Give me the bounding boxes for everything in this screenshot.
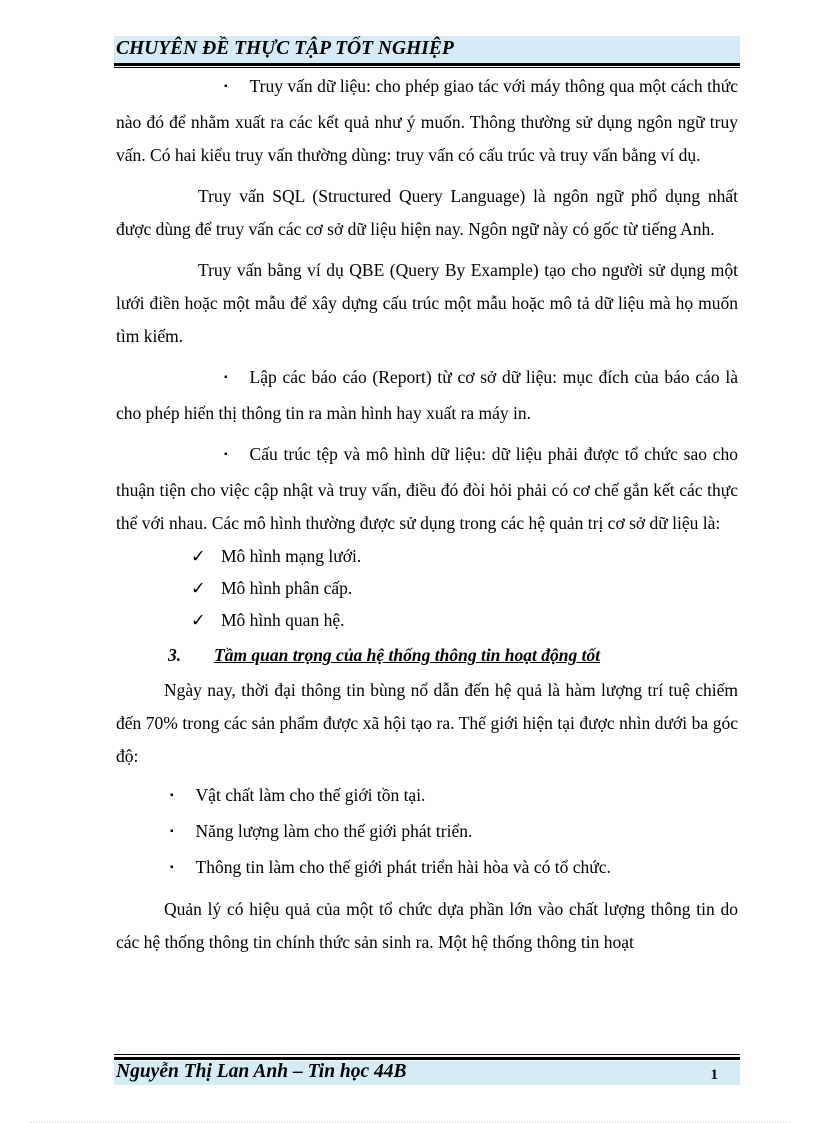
- footer-rule-thin: [114, 1054, 740, 1055]
- list-item: ✓ Mô hình phân cấp.: [116, 572, 738, 604]
- section-number: 3.: [168, 645, 182, 665]
- check-icon: ✓: [191, 578, 206, 598]
- bullet-icon: ▪: [224, 81, 228, 92]
- paragraph-era: Ngày nay, thời đại thông tin bùng nổ dẫn đến hệ quả là hàm lượng trí tuệ chiếm đến 70% trong các sản phẩm được xã hội tạo ra. Thế giới hiện tại được nhìn dưới ba góc độ:: [116, 680, 738, 766]
- page-number: 1: [710, 1067, 718, 1083]
- header-title: CHUYÊN ĐỀ THỰC TẬP TỐT NGHIỆP: [116, 38, 454, 59]
- footer-rule-thick: [114, 1057, 740, 1060]
- list-item: ▪ Vật chất làm cho thế giới tồn tại.: [116, 779, 738, 815]
- list-item: ✓ Mô hình quan hệ.: [116, 604, 738, 636]
- check-icon: ✓: [191, 610, 206, 630]
- paragraph-structure: ▪ Cấu trúc tệp và mô hình dữ liệu: dữ liệu phải được tổ chức sao cho thuận tiện cho việc cập nhật và truy vấn, điều đó đòi hỏi phải có cơ chế gắn kết các thực thể với nhau. Các mô hình thường được sử dụng trong các hệ quản trị cơ sở dữ liệu là:: [116, 438, 738, 540]
- paragraph-management: Quản lý có hiệu quả của một tổ chức dựa phần lớn vào chất lượng thông tin do các hệ thống thông tin chính thức sản sinh ra. Một hệ thống thông tin hoạt: [116, 899, 738, 952]
- check-icon: ✓: [191, 546, 206, 566]
- bullet-icon: ▪: [170, 790, 174, 801]
- bullet-icon: ▪: [170, 826, 174, 837]
- bullet-icon: ▪: [224, 449, 228, 460]
- document-body: [116, 70, 738, 959]
- bullet-icon: ▪: [224, 372, 228, 383]
- paragraph-qbe: Truy vấn bằng ví dụ QBE (Query By Example) tạo cho người sử dụng một lưới điền hoặc một mẫu để xây dựng cấu trúc một mẫu hoặc mô tả dữ liệu mà họ muốn tìm kiếm.: [116, 260, 738, 346]
- bullet-icon: ▪: [170, 862, 174, 873]
- page-footer: [114, 1061, 740, 1085]
- list-item: ▪ Thông tin làm cho thế giới phát triển hài hòa và có tổ chức.: [116, 851, 738, 887]
- paragraph-query: ▪ Truy vấn dữ liệu: cho phép giao tác với máy thông qua một cách thức nào đó để nhằm xuất ra các kết quả như ý muốn. Thông thường sử dụng ngôn ngữ truy vấn. Có hai kiểu truy vấn thường dùng: truy vấn có cấu trúc và truy vấn bằng ví dụ.: [116, 70, 738, 172]
- header-rule-thick: [114, 63, 740, 66]
- aspects-list: [116, 779, 738, 887]
- paragraph-sql: Truy vấn SQL (Structured Query Language) là ngôn ngữ phổ dụng nhất được dùng để truy vấn các cơ sở dữ liệu hiện nay. Ngôn ngữ này có gốc từ tiếng Anh.: [116, 186, 738, 239]
- paragraph-report: ▪ Lập các báo cáo (Report) từ cơ sở dữ liệu: mục đích của báo cáo là cho phép hiển thị thông tin ra màn hình hay xuất ra máy in.: [116, 361, 738, 430]
- footer-author: Nguyễn Thị Lan Anh – Tin học 44B: [116, 1061, 407, 1082]
- list-item: ✓ Mô hình mạng lưới.: [116, 540, 738, 572]
- models-list: [116, 540, 738, 636]
- header-rule-thin: [114, 67, 740, 68]
- list-item: ▪ Năng lượng làm cho thế giới phát triển.: [116, 815, 738, 851]
- section-heading: [168, 636, 738, 674]
- section-title: Tầm quan trọng của hệ thống thông tin hoạt động tốt: [214, 645, 601, 665]
- page-header: [114, 36, 740, 63]
